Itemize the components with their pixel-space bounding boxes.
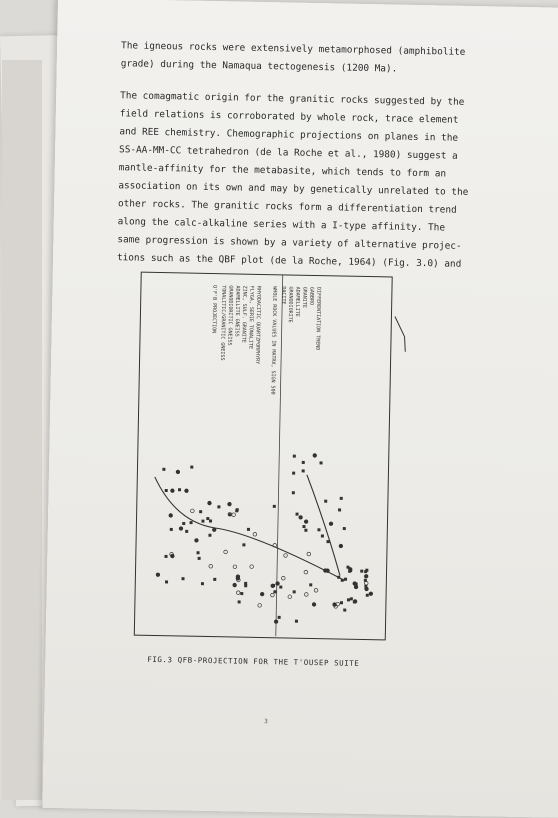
- data-point: [165, 580, 168, 583]
- data-point: [312, 603, 316, 607]
- data-point: [253, 532, 257, 536]
- data-point: [293, 455, 296, 458]
- data-point: [338, 508, 341, 511]
- data-point: [302, 525, 305, 528]
- data-point: [350, 597, 353, 600]
- data-point: [281, 576, 285, 580]
- data-point: [197, 551, 200, 554]
- text-line: tions such as the QBF plot (de la Roche, 1964) (Fig. 3.0) and: [116, 252, 462, 270]
- data-point: [364, 574, 368, 578]
- data-point: [343, 527, 346, 530]
- data-point: [185, 489, 189, 493]
- data-point: [171, 489, 175, 493]
- legend-right-item: DIFFERENTIATION TREND: [314, 286, 322, 351]
- text-line: The comagmatic origin for the granitic rocks suggested by the: [120, 90, 465, 108]
- data-point: [360, 570, 363, 573]
- data-point: [343, 609, 346, 612]
- data-point: [321, 534, 324, 537]
- data-point: [182, 577, 185, 580]
- data-point: [292, 472, 295, 475]
- data-point: [302, 469, 305, 472]
- data-point: [292, 491, 295, 494]
- data-point: [288, 595, 292, 599]
- data-points: [155, 451, 375, 626]
- qfb-projection-figure: [133, 272, 430, 657]
- data-point: [178, 488, 181, 491]
- legend-right-item: GRANODIORITE: [286, 286, 294, 323]
- data-point: [271, 584, 275, 588]
- trend-curve: [305, 475, 342, 576]
- data-point: [228, 502, 232, 506]
- data-point: [209, 519, 212, 522]
- legend-left-item: ADAMELLITE GNEISS: [233, 285, 241, 337]
- data-point: [235, 509, 238, 512]
- data-point: [233, 565, 237, 569]
- data-point: [232, 513, 236, 517]
- data-point: [242, 543, 245, 546]
- data-point: [333, 603, 337, 607]
- data-point: [240, 592, 243, 595]
- data-point: [190, 521, 193, 524]
- data-point: [313, 454, 317, 458]
- data-point: [341, 579, 344, 582]
- text-line: mantle-affinity for the metabasite, which tends to form an: [118, 162, 447, 180]
- data-point: [304, 570, 308, 574]
- data-point: [165, 489, 168, 492]
- data-point: [208, 534, 211, 537]
- data-point: [213, 578, 216, 581]
- text-line: same progression is shown by a variety of alternative projec-: [117, 234, 462, 252]
- text-line: other rocks. The granitic rocks form a differentiation trend: [117, 198, 457, 216]
- text-line: The igneous rocks were extensively metamorphosed (amphibolite: [120, 40, 466, 58]
- underlying-sheet-edge: [2, 60, 42, 800]
- data-point: [198, 557, 201, 560]
- data-point: [314, 589, 318, 593]
- data-point: [340, 601, 343, 604]
- data-point: [296, 513, 299, 516]
- data-point: [304, 520, 308, 524]
- data-point: [304, 529, 307, 532]
- document-page: [42, 0, 558, 818]
- data-point: [236, 591, 240, 595]
- data-point: [293, 590, 296, 593]
- legend-right-item: GRANITE: [301, 286, 308, 308]
- data-point: [185, 530, 188, 533]
- data-point: [295, 620, 298, 623]
- data-point: [274, 620, 278, 624]
- page-number: 3: [264, 718, 268, 726]
- legend-right-item: DACITE: [280, 286, 287, 305]
- data-point: [238, 600, 241, 603]
- paragraph-1: [121, 37, 542, 81]
- data-point: [182, 522, 185, 525]
- data-point: [305, 593, 309, 597]
- data-point: [324, 500, 327, 503]
- data-point: [279, 586, 282, 589]
- legend-left-item: FLYGA, SERIE TONALITE: [247, 285, 255, 350]
- data-point: [224, 550, 228, 554]
- data-point: [364, 581, 368, 585]
- text-line: grade) during the Namaqua tectogenesis (1200 Ma).: [120, 58, 398, 75]
- data-point: [162, 468, 165, 471]
- data-point: [340, 497, 343, 500]
- data-point: [302, 461, 305, 464]
- data-point: [273, 505, 276, 508]
- data-point: [156, 573, 160, 577]
- data-point: [365, 587, 369, 591]
- data-point: [258, 604, 262, 608]
- data-point: [347, 598, 350, 601]
- legend-left-item: RHYODACITIC QUARTZPORPHYRY: [254, 285, 262, 365]
- text-line: association on its own and may by genetically unrelated to the: [118, 180, 469, 198]
- data-point: [329, 522, 333, 526]
- data-point: [208, 501, 212, 505]
- paragraph-2: [117, 87, 540, 275]
- data-point: [317, 528, 320, 531]
- data-point: [365, 569, 368, 572]
- legend-left-title: Q'F'B PROJECTION: [210, 285, 218, 334]
- data-point: [176, 470, 180, 474]
- data-point: [326, 540, 329, 543]
- body-text: [117, 37, 542, 289]
- figure-caption: FIG.3 QFB-PROJECTION FOR THE T'OUSEP SUITE: [147, 654, 360, 668]
- legend-left-item: GRANODIORITIC GNEISS: [226, 285, 234, 346]
- data-point: [206, 517, 209, 520]
- data-point: [369, 592, 373, 596]
- data-point: [353, 582, 357, 586]
- data-point: [278, 616, 281, 619]
- data-point: [339, 544, 343, 548]
- data-point: [217, 505, 220, 508]
- data-point: [195, 539, 199, 543]
- data-point: [276, 582, 280, 586]
- data-point: [209, 564, 213, 568]
- data-point: [344, 578, 347, 581]
- data-point: [337, 576, 340, 579]
- data-point: [190, 466, 193, 469]
- data-point: [247, 528, 250, 531]
- legend-right-item: GABBRO: [308, 286, 315, 306]
- data-point: [323, 569, 327, 573]
- data-point: [320, 461, 323, 464]
- data-point: [271, 593, 275, 597]
- data-point: [299, 516, 303, 520]
- data-point: [244, 584, 247, 587]
- text-line: along the calc-alkaline series with a I-type affinity. The: [117, 216, 446, 234]
- data-point: [260, 592, 264, 596]
- data-point: [191, 509, 195, 513]
- legend-left-item: TONALITIC/GRANITIC GNEISS: [219, 285, 227, 361]
- data-point: [212, 528, 216, 532]
- legend-right-title: WHOLE ROCK VALUES IN MATRX, SIGN 500: [269, 286, 278, 395]
- data-point: [309, 583, 312, 586]
- data-point: [179, 527, 183, 531]
- data-point: [348, 568, 352, 572]
- data-point: [353, 600, 356, 603]
- text-line: and REE chemistry. Chemographic projections on planes in the: [119, 126, 459, 144]
- legend-left-item: ZINC, SULF. GRANITE: [240, 285, 248, 343]
- data-point: [199, 510, 202, 513]
- data-point: [201, 582, 204, 585]
- data-point: [169, 514, 173, 518]
- data-point: [233, 583, 237, 587]
- data-point: [201, 520, 204, 523]
- text-line: SS-AA-MM-CC tetrahedron (de la Roche et al., 1980) suggest a: [118, 144, 458, 162]
- data-point: [366, 594, 369, 597]
- legend: [208, 285, 322, 407]
- data-point: [284, 554, 288, 558]
- data-point: [250, 565, 254, 569]
- text-line: field relations is corroborated by whole rock, trace element: [119, 108, 459, 126]
- legend-right-item: ADAMELLITE: [293, 286, 301, 317]
- data-point: [170, 528, 173, 531]
- trend-curve: [394, 317, 406, 352]
- data-point: [273, 590, 276, 593]
- data-point: [307, 552, 311, 556]
- data-point: [164, 555, 167, 558]
